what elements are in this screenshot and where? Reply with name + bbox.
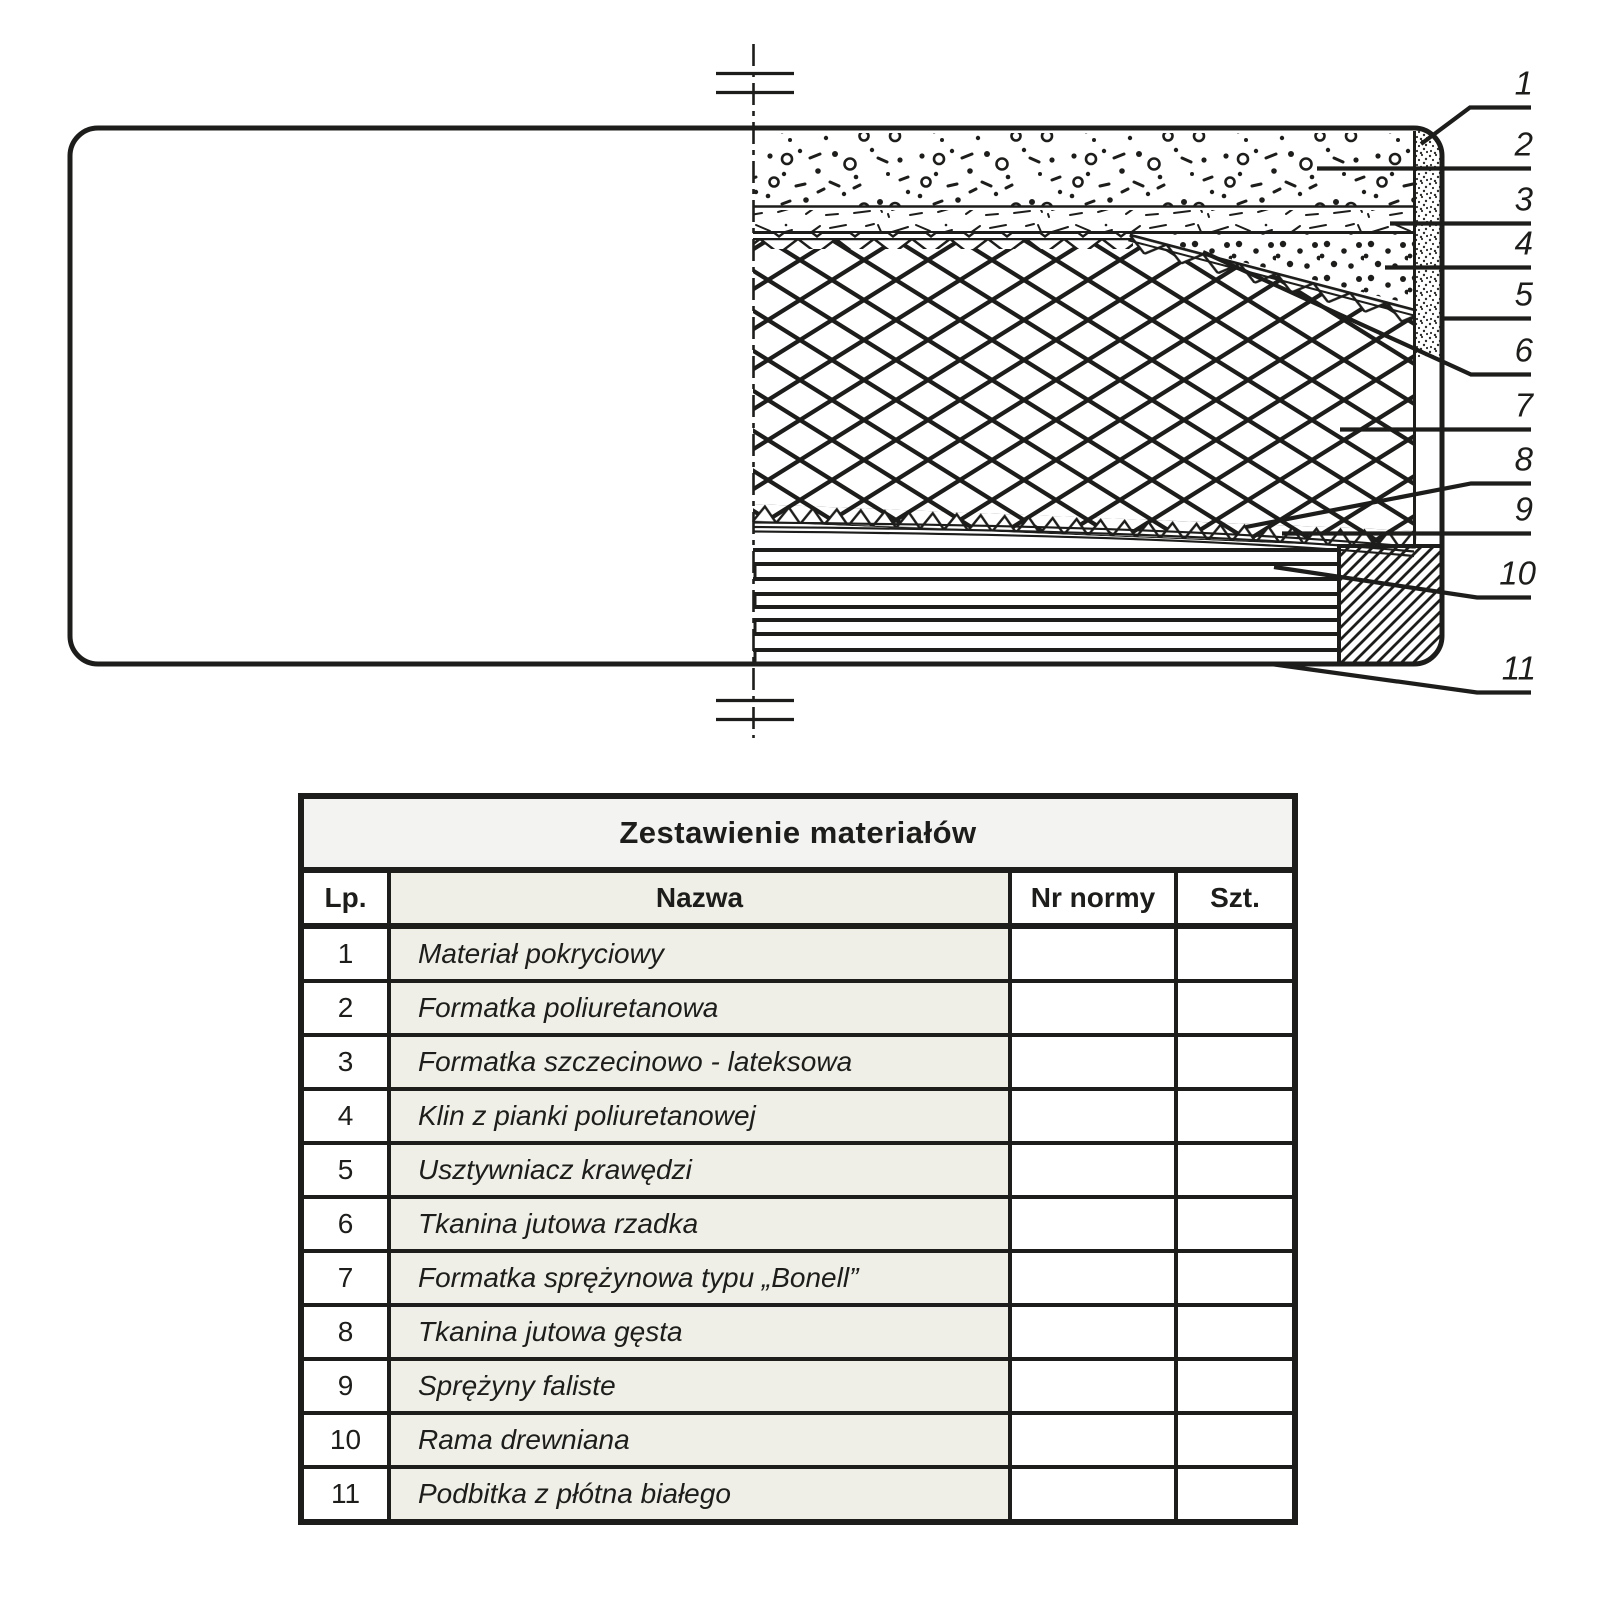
- cell-nr-normy: [1008, 929, 1174, 979]
- cell-nr-normy: [1008, 1361, 1174, 1411]
- table-row: [304, 1145, 1292, 1199]
- leader-11: [1271, 664, 1531, 693]
- cell-lp: 9: [304, 1361, 387, 1411]
- callout-number: 11: [1501, 649, 1536, 687]
- cell-szt: [1174, 1199, 1292, 1249]
- cell-szt: [1174, 1469, 1292, 1519]
- sawtooth-top: [753, 233, 1133, 249]
- cell-lp: 3: [304, 1037, 387, 1087]
- cell-szt: [1174, 1361, 1292, 1411]
- cell-lp: 6: [304, 1199, 387, 1249]
- cell-nazwa: Usztywniacz krawędzi: [387, 1145, 1008, 1195]
- header-nazwa: Nazwa: [387, 873, 1008, 923]
- cell-nr-normy: [1008, 1307, 1174, 1357]
- frame-block: [1339, 546, 1442, 666]
- callout-number: 10: [1499, 554, 1536, 592]
- cell-szt: [1174, 1091, 1292, 1141]
- callout-number: 1: [1514, 64, 1533, 102]
- callout-number: 5: [1514, 275, 1533, 313]
- cell-nazwa: Sprężyny faliste: [387, 1361, 1008, 1411]
- cell-nr-normy: [1008, 1253, 1174, 1303]
- cell-nazwa: Rama drewniana: [387, 1415, 1008, 1465]
- header-szt: Szt.: [1174, 873, 1292, 923]
- cell-nazwa: Klin z pianki poliuretanowej: [387, 1091, 1008, 1141]
- cell-szt: [1174, 1415, 1292, 1465]
- table-row: [304, 1199, 1292, 1253]
- table-header-row: [304, 873, 1292, 929]
- cell-lp: 11: [304, 1469, 387, 1519]
- cell-nr-normy: [1008, 1145, 1174, 1195]
- callout-number: 7: [1514, 386, 1533, 424]
- cell-szt: [1174, 1307, 1292, 1357]
- cell-lp: 4: [304, 1091, 387, 1141]
- callout-number: 6: [1514, 331, 1533, 369]
- table-row: [304, 1469, 1292, 1519]
- callout-number: 9: [1514, 490, 1533, 528]
- cell-nr-normy: [1008, 1199, 1174, 1249]
- table-title: Zestawienie materiałów: [304, 799, 1292, 873]
- cell-nr-normy: [1008, 983, 1174, 1033]
- callout-number: 4: [1514, 224, 1533, 262]
- cell-nazwa: Formatka poliuretanowa: [387, 983, 1008, 1033]
- mattress-layers: [70, 128, 1442, 666]
- cell-nazwa: Tkanina jutowa rzadka: [387, 1199, 1008, 1249]
- table-row: [304, 1037, 1292, 1091]
- cell-lp: 5: [304, 1145, 387, 1195]
- table-row: [304, 929, 1292, 983]
- cell-lp: 1: [304, 929, 387, 979]
- callout-number: 8: [1514, 440, 1533, 478]
- table-row: [304, 1307, 1292, 1361]
- cell-szt: [1174, 1253, 1292, 1303]
- cell-nr-normy: [1008, 1091, 1174, 1141]
- table-row: [304, 983, 1292, 1037]
- cell-nazwa: Formatka szczecinowo - lateksowa: [387, 1037, 1008, 1087]
- header-nr-normy: Nr normy: [1008, 873, 1174, 923]
- callout-number: 2: [1514, 125, 1533, 163]
- table-row: [304, 1415, 1292, 1469]
- cell-szt: [1174, 983, 1292, 1033]
- callout-number: 3: [1514, 180, 1533, 218]
- cell-szt: [1174, 1145, 1292, 1195]
- cell-lp: 8: [304, 1307, 387, 1357]
- cell-szt: [1174, 1037, 1292, 1087]
- layer-bristle-latex: [753, 210, 1414, 231]
- table-row: [304, 1091, 1292, 1145]
- cell-lp: 7: [304, 1253, 387, 1303]
- cell-nazwa: Materiał pokryciowy: [387, 929, 1008, 979]
- cell-lp: 2: [304, 983, 387, 1033]
- cell-nr-normy: [1008, 1415, 1174, 1465]
- layer-polyurethane: [753, 133, 1414, 206]
- cell-nazwa: Formatka sprężynowa typu „Bonell”: [387, 1253, 1008, 1303]
- cell-nazwa: Tkanina jutowa gęsta: [387, 1307, 1008, 1357]
- cell-nr-normy: [1008, 1037, 1174, 1087]
- table-row: [304, 1361, 1292, 1415]
- layer-cover-edge: [1416, 131, 1440, 357]
- cell-nazwa: Podbitka z płótna białego: [387, 1469, 1008, 1519]
- materials-table: [298, 793, 1298, 1525]
- table-row: [304, 1253, 1292, 1307]
- cell-lp: 10: [304, 1415, 387, 1465]
- cell-szt: [1174, 929, 1292, 979]
- header-lp: Lp.: [304, 873, 387, 923]
- cell-nr-normy: [1008, 1469, 1174, 1519]
